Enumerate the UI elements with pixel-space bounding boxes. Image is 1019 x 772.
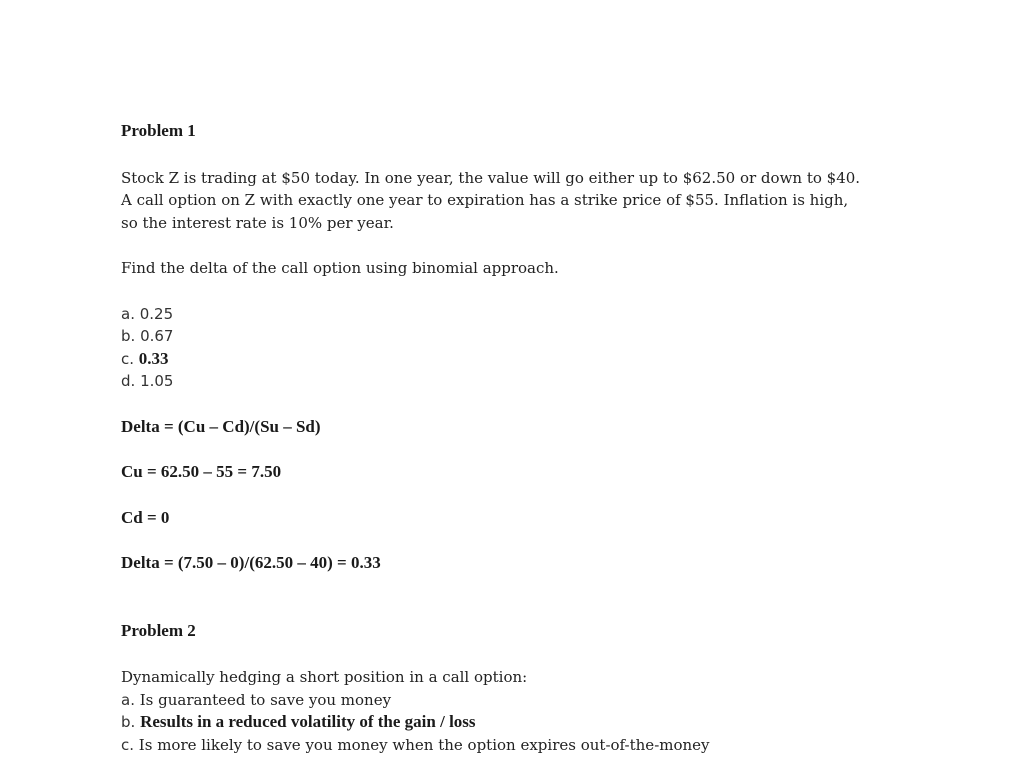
solution-cu: Cu = 62.50 – 55 = 7.50 xyxy=(121,462,282,481)
solution-cd: Cd = 0 xyxy=(121,507,170,527)
choice-text: 1.05 xyxy=(140,372,174,390)
choice-a xyxy=(121,303,981,326)
choice-letter: b. xyxy=(121,713,136,731)
choice-letter: b. xyxy=(121,327,136,345)
p2-choice-a xyxy=(121,689,981,712)
problem-1-question: Find the delta of the call option using binomial approach. xyxy=(121,259,559,277)
choice-letter: a. xyxy=(121,304,135,323)
problem-2-stem: Dynamically hedging a short position in a call option: xyxy=(121,668,528,686)
problem-1-heading: Problem 1 xyxy=(121,121,196,140)
choice-letter: d. xyxy=(121,372,136,390)
p2-choice-c xyxy=(121,734,981,757)
choice-c xyxy=(121,348,981,371)
solution-result: Delta = (7.50 – 0)/(62.50 – 40) = 0.33 xyxy=(121,553,381,572)
choice-letter: a. xyxy=(121,690,135,709)
problem-1-stem-line-1: Stock Z is trading at $50 today. In one year, the value will go either up to $62.50 or down to $40. xyxy=(121,168,861,187)
choice-text-correct: 0.33 xyxy=(138,348,169,368)
choice-letter: c. xyxy=(121,349,135,368)
choice-letter: c. xyxy=(121,735,135,754)
choice-text: 0.25 xyxy=(139,304,174,323)
choice-text-correct: Results in a reduced volatility of the gain / loss xyxy=(140,712,476,731)
choice-b xyxy=(121,325,981,348)
choice-text: 0.67 xyxy=(140,327,174,345)
problem-1-stem-line-2: A call option on Z with exactly one year to expiration has a strike price of $55. Inflation is high, xyxy=(121,191,849,209)
p2-choice-b xyxy=(121,711,981,734)
solution-formula: Delta = (Cu – Cd)/(Su – Sd) xyxy=(121,416,321,436)
problem-2-heading: Problem 2 xyxy=(121,620,196,640)
problem-1-stem-line-3: so the interest rate is 10% per year. xyxy=(121,213,394,232)
choice-text: Is guaranteed to save you money xyxy=(139,690,392,709)
choice-d xyxy=(121,370,981,393)
choice-text: Is more likely to save you money when the option expires out-of-the-money xyxy=(138,735,710,754)
document-body xyxy=(121,120,981,756)
